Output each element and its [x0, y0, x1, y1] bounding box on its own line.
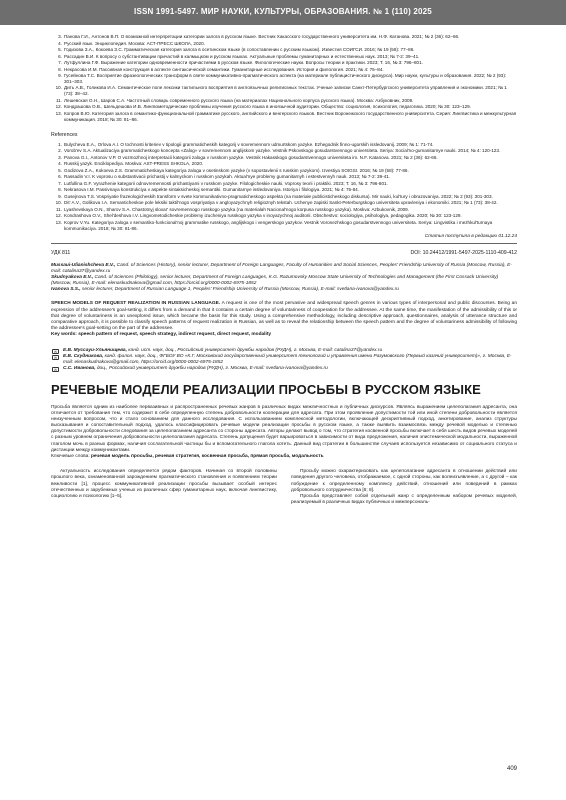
section-divider: [51, 243, 517, 244]
envelope-icon: ✉: [52, 367, 59, 372]
reference-text: Копров В.Ю. Категория залога в семантико-функциональной грамматике русского, английского и венгерского языков. Вестник Воронежского государственного университета. Серия: Лингвистика и межкультурная коммуникация. 2018; № 30: 81–86.: [64, 110, 517, 122]
body-paragraph: Просьбу можно охарактеризовать как целеполагание адресанта в отношении действий или поведения другого человека, отображаемое, с одной стороны, как волеизъявление, а с другой – как побуждение к определенному комплексу действий, отношений или поведений в рамках добровольного сотрудничества [6; 8].: [291, 469, 517, 493]
reference-number: 5.: [58, 167, 62, 173]
author-en-entry: [51, 263, 517, 275]
english-keywords-text: speech pattern of request, speech strategy, indirect request, direct request, modality: [76, 331, 272, 337]
author-en-entry: [51, 275, 517, 287]
reference-item: [51, 181, 517, 187]
reference-text: Rassadin V.I. K voprosu o substantivacii prichastij v kalmyckom i russkom yazykah. Aktual'nye problemy gumanitarnyh i estestvennyh nauk. 2013; № 7-2: 39-41.: [64, 174, 391, 180]
english-abstract: [51, 301, 517, 331]
reference-item: [51, 67, 517, 73]
reference-number: 12.: [55, 213, 62, 219]
reference-text: Kondrashova O.V., Shel'deshova I.V. Lingvometodicheskie problemy izucheniya russkogo yazyka v inoyazychnoj auditorii. Obschestvo: sociologiya, psihologiya, pedagogika. 2020; № 30: 123-129.: [64, 213, 462, 219]
russian-reference-list: [51, 34, 517, 123]
reference-item: [51, 41, 517, 47]
reference-item: [51, 187, 517, 193]
author-ru-affiliation: канд. филол. наук, доц., ФГБОУ ВО «К.Г. Московский государственный университет технологий и управления имени Разумовского (Первый казачий университет)», г. Москва, E-mail: elenaskudnakova@gmail.com, https://orcid.org/0000-0002-6975-1852: [63, 354, 512, 365]
author-en-affiliation: senior lecturer, Department of Russian Language 1, Peoples' Friendship University of Russia (Moscow, Russia), E-mail: svetlana-ivanova@yandex.ru: [80, 287, 399, 293]
reference-item: [51, 194, 517, 200]
journal-header-bar: [0, 0, 566, 25]
reference-item: [51, 200, 517, 206]
received-date-note: Статья поступила в редакцию 01.12.24: [424, 234, 517, 240]
reference-number: 8.: [58, 66, 62, 72]
reference-item: [51, 142, 517, 148]
reference-text: Годизова З.А., Кокоева З.С. Грамматическая категория залога в осетинском языке (в сопоставлении с русским языком). Известия СОИГСИ. 2016; № 19 (58): 77–86.: [64, 47, 415, 52]
reference-number: 11.: [55, 97, 62, 103]
reference-number: 1.: [58, 141, 62, 147]
reference-text: Lyashevskaya O.N., Sharov S.A. Chastotnyj slovar' sovremennogo russkogo yazyka (na materialah Nacional'nogo korpusa russkogo yazyka). Moskva: Azbukovnik, 2009.: [64, 206, 410, 212]
envelope-icon: ✉: [52, 355, 59, 360]
reference-item: [51, 174, 517, 180]
reference-text: Некрасова И.М. Пассивная конструкция в аспекте синтаксической семантики. Гуманитарные исследования. История и филология. 2021; № 4: 75–84.: [64, 66, 384, 72]
reference-item: [51, 60, 517, 66]
page-content: [51, 34, 517, 506]
author-ru-name: Е.В. Скудникова,: [63, 354, 104, 359]
body-column-left: [51, 469, 277, 506]
reference-text: Кондрашова О.В., Шельдешова И.В. Лингвометодические проблемы изучения русского языка в иноязычной аудитории. Общество: социология, психология, педагогика. 2020; № 30: 123–129.: [64, 104, 471, 110]
reference-number: 7.: [58, 180, 62, 186]
english-title: SPEECH MODELS OF REQUEST REALIZATION IN RUSSIAN LANGUAGE.: [51, 301, 221, 307]
body-column-right: [291, 469, 517, 506]
reference-item: [51, 161, 517, 167]
authors-en: [51, 263, 517, 293]
russian-keywords: [51, 454, 517, 460]
reference-text: Godizova Z.A., Kokoeva Z.S. Grammaticheskaya kategoriya zaloga v osetinskom yazyke (v sopostavlenii s russkim yazykom). Izvestiya SOIGSI. 2016; № 19 (58): 77-86.: [64, 167, 409, 173]
reference-text: Bulycheva E.A., Orlova A.I. O tochnosti kriteriev v tipologii grammaticheskih kategorij v sovremennom udmurtskom yazyke. Ezhegodnik finno-ugorskih issledovanij. 2009; № 1: 71-74.: [64, 141, 434, 147]
english-keywords-label: Key words:: [51, 331, 77, 337]
author-en-affiliation: Cand. of Sciences (Philology), senior lecturer, Department of Foreign Languages, K.G. Razumovsky Moscow State University of Technologies and Management (the First Cossack University) (Moscow, Russia), E-mail: elenaskudnakova@gmail.com, https://orcid.org/0000-0002-6975-1852: [51, 275, 499, 287]
english-keywords: [51, 332, 517, 338]
reference-number: 11.: [55, 206, 62, 212]
reference-number: 13.: [55, 110, 62, 116]
reference-item: [51, 213, 517, 219]
author-en-entry: [51, 287, 517, 293]
reference-text: Panova G.I., Antonov V.P. O vozmozhnoj interpretacii kategorii zaloga v russkom yazyke. Vestnik Hakasskogo gosudarstvennogo universiteta im. N.F. Katanova. 2021; № 2 (36): 62-66.: [64, 154, 438, 160]
reference-text: Koprov V.Yu. Kategoriya zaloga v semantiko-funkcional'noj grammatike russkogo, anglijskogo i vengerskogo yazykov. Vestnik Voronezhskogo gosudarstvennogo universiteta. Seriya: Lingvistika i mezhkul'turnaya kommunikaciya. 2018; № 30: 81-86.: [64, 219, 493, 231]
reference-text: Гусейнова Т.С. Восприятие фразеологических трансформ в свете коммуникативно-прагматического аспекта (на материале публицистического дискурса). Мир науки, культуры и образования. 2022; № 2 (93): 301–303.: [64, 73, 507, 84]
author-ru-name: С.С. Иванова,: [63, 366, 96, 371]
reference-item: [51, 47, 517, 53]
reference-number: 2.: [58, 148, 62, 154]
article-meta-row: [51, 250, 517, 256]
reference-item: [51, 111, 517, 123]
reference-number: 10.: [55, 200, 62, 206]
body-columns: [51, 469, 517, 506]
reference-number: 12.: [55, 104, 62, 110]
reference-number: 4.: [58, 161, 62, 167]
reference-item: [51, 155, 517, 161]
reference-item: [51, 207, 517, 213]
author-en-name: Mussaui-Ulianishcheva E.V.,: [51, 263, 116, 269]
reference-number: 3.: [58, 154, 62, 160]
reference-number: 3.: [58, 34, 62, 39]
reference-number: 5.: [58, 47, 62, 52]
page-number: 409: [506, 766, 517, 772]
reference-item: [51, 168, 517, 174]
reference-item: [51, 104, 517, 110]
reference-text: Рассадин В.И. К вопросу о субстантивации причастий в калмыцком и русском языках. Актуальные проблемы гуманитарных и естественных наук. 2013; № 7-2: 39–41.: [64, 53, 420, 59]
author-ru-name: Е.В. Муссауи-Ульянищева,: [63, 348, 127, 353]
body-paragraph: Просьба представляет собой отдельный жанр с определенным набором речевых моделей, реализуемый в различных видах публичных и межперсональ-: [291, 493, 517, 505]
reference-number: 7.: [58, 60, 62, 65]
reference-text: Nekrasova I.M. Passivnaya konstrukciya v aspekte sintaksicheskoj semantiki. Gumanitarnye issledovaniya. Istoriya i filologiya. 2021; № 4: 75-84.: [64, 187, 359, 193]
authors-ru: [51, 348, 517, 372]
reference-item: [51, 54, 517, 60]
reference-text: Gusejnova T.S. Vospriyatie frazeologicheskih transform v svete kommunikativno-pragmaticheskogo aspekta (na materiale publicisticheskogo diskursa). Mir nauki, kul'tury i obrazovaniya. 2022; № 2 (93): 301-303.: [64, 193, 493, 199]
reference-text: Панова Г.И., Антонов В.П. О возможной интерпретации категории залога в русском языке. Вестник Хакасского государственного университета им. Н.Ф. Катанова. 2021; № 2 (36): 62–66.: [64, 34, 460, 39]
reference-item: [51, 148, 517, 154]
reference-item: [51, 73, 517, 85]
author-en-name: Skudnyakova E.V.,: [51, 275, 94, 281]
doi-code: DOI: 10.24412/1991-5497-2025-1110-409-412: [410, 250, 517, 257]
reference-number: 6.: [58, 53, 62, 59]
body-paragraph: Актуальность исследования определяется рядом факторов. Начиная со второй половины прошлого века, ознаменованной зарождением прагматического становления и появлением теории вежливости [1], процесс коммуникативной реализации просьбы вызывает особый интерес отечественных и зарубежных ученых из различных сфер гуманитарных наук, включая лингвистику, социологию и психологию [1–5].: [51, 469, 277, 499]
author-ru-entry: [51, 366, 517, 372]
reference-number: 8.: [58, 187, 62, 193]
english-reference-list: [51, 142, 517, 232]
reference-text: Lutfullina G.F. Vyrazhenie kategorii odnovremennosti prichastiyami v russkom yazyke. Filologicheskie nauki. Voprosy teorii i praktiki. 2023; T. 16, № 3: 796-801.: [64, 180, 388, 186]
reference-text: Dit' A.V., Golikova I.A. Semanticheskoe pole leksiki taktil'nogo vospriyatiya v angloyazychnyh religioznyh tekstah. Uchenye zapiski Sankt-Peterburgskogo universiteta upravleniya i ekonomiki. 2021; № 1 (73): 38-42.: [64, 200, 498, 206]
references-heading: References: [51, 131, 78, 138]
reference-item: [51, 220, 517, 232]
reference-text: Русский язык. Энциклопедия. Москва: АСТ-ПРЕСС ШКОЛА, 2020.: [64, 40, 205, 46]
reference-number: 13.: [55, 219, 62, 225]
reference-item: [51, 98, 517, 104]
reference-number: 6.: [58, 174, 62, 180]
envelope-icon: ✉: [52, 349, 59, 354]
journal-header-text: ISSN 1991-5497. МИР НАУКИ, КУЛЬТУРЫ, ОБРАЗОВАНИЯ. № 1 (110) 2025: [134, 7, 432, 16]
reference-text: Лутфуллина Г.Ф. Выражение категории одновременности причастиями в русском языке. Филологические науки. Вопросы теории и практики. 2023; Т. 16, № 3: 796–801.: [64, 60, 423, 65]
reference-item: [51, 34, 517, 40]
reference-text: Vorob'ev S.A. Aktualizaciya grammaticheskogo koncepta «Zalog» v sovremennom anglijskom yazyke. Vestnik Pskovskogo gosudarstvennogo universiteta. Seriya: Social'no-gumanitarnye nauki. 2014; № 4: 120-123.: [64, 148, 501, 154]
reference-text: Лешевская О.Н., Шаров С.А. Частотный словарь современного русского языка (на материалах Национального корпуса русского языка). Москва: Азбуковник, 2009.: [64, 97, 414, 103]
reference-number: 10.: [55, 85, 62, 91]
author-en-name: Ivanova S.S.,: [51, 287, 81, 293]
russian-keywords-label: Ключевые слова:: [51, 454, 90, 460]
russian-abstract: Просьба является одним из наиболее первазивных и распространенных речевых жанров в различных видах межличностных и публичных дискурсов. Являясь выражением целеполагания адресанта, она отличается от требования тем, что содержит в себе определенную степень добровольности кооперации для адресата. При этом проявление допустимости той или иной степени добровольности является неизученным вопросом, что и стало основанием для данного исследования. С использованием комплексной методологии, включающей дескриптивный подход, анкетирование, анализ структуры высказывания и сопоставительный подход, удалось классифицировать речевые модели реализации просьбы в русском языке, а также выявить взаимосвязь между речевой моделью и степенью допустимости добровольности следования за целеполаганием адресанта со стороны адресата. Авторы делают вывод о том, что стратегия косвенной просьбы включает в себя шесть видов речевых моделей с разным уровнем ограничения добровольности целеполагания адресата. Степень допущения будет варьироваться в зависимости от вида предложения, наличия эпистемической модальности, выраженной глаголом мочь в разных формах, наличия сослагательной частицы бы и вспомогательного глагола хотеть. Данный вид стратегии в большинстве случаев используется независимо от социального статуса и дистанции между коммуникантами.: [51, 405, 517, 453]
author-ru-affiliation: канд. ист. наук, доц., Российский университет дружбы народов (РУДН), г. Москва, E-mail: catalina37@yandex.ru: [126, 348, 383, 353]
author-ru-entry: [51, 354, 517, 366]
reference-number: 4.: [58, 40, 62, 46]
reference-text: Дить А.В., Голикова И.А. Семантическое поле лексики тактильного восприятия в англоязычных религиозных текстах. Ученые записки Санкт-Петербургского университета управления и экономики. 2021; № 1 (73): 38–42.: [64, 85, 507, 97]
author-en-affiliation: Cand. of Sciences (History), senior lecturer, Department of Foreign Languages, Faculty of Humanities and Social Sciences, Peoples' Friendship University of Russia (Moscow, Russia), E-mail: catalina37@yandex.ru: [51, 263, 512, 275]
reference-number: 9.: [58, 73, 62, 78]
reference-text: Russkij yazyk. Enciklopediya. Moskva: AST-PRESS SHKOLA, 2020.: [64, 161, 204, 167]
english-abstract-text: A request is one of the most pervasive and widespread speech genres in various types of interpersonal and public discourses. Being an expression of the addressee's goal-setting, it differs from a demand in that it contains a certain degree of voluntariness of cooperation for the addressee. At the same time, the manifestation of the admissibility of this or that degree of voluntariness is an unexplored issue, which became the basis for this study. Using a comprehensive methodology, including descriptive approach, questionnaires, analysis of utterance structure and comparative approach, it is possible to classify speech patterns of request realization in Russian, as well as to reveal the relationship between the speech pattern and the degree of voluntariness admissibility of following the addressee's goal-setting on the part of the addressee.: [51, 301, 517, 331]
reference-item: [51, 85, 517, 97]
udc-code: УДК 811: [51, 250, 71, 257]
article-title: РЕЧЕВЫЕ МОДЕЛИ РЕАЛИЗАЦИИ ПРОСЬБЫ В РУССКОМ ЯЗЫКЕ: [51, 382, 481, 397]
author-ru-affiliation: доц., Российский университет дружбы народов (РУДН), г. Москва, E-mail: svetlana-ivanova@yandex.ru: [95, 366, 328, 371]
russian-keywords-text: речевая модель просьбы, речевая стратегия, косвенная просьба, прямая просьба, модальность: [89, 454, 324, 460]
reference-number: 9.: [58, 193, 62, 199]
